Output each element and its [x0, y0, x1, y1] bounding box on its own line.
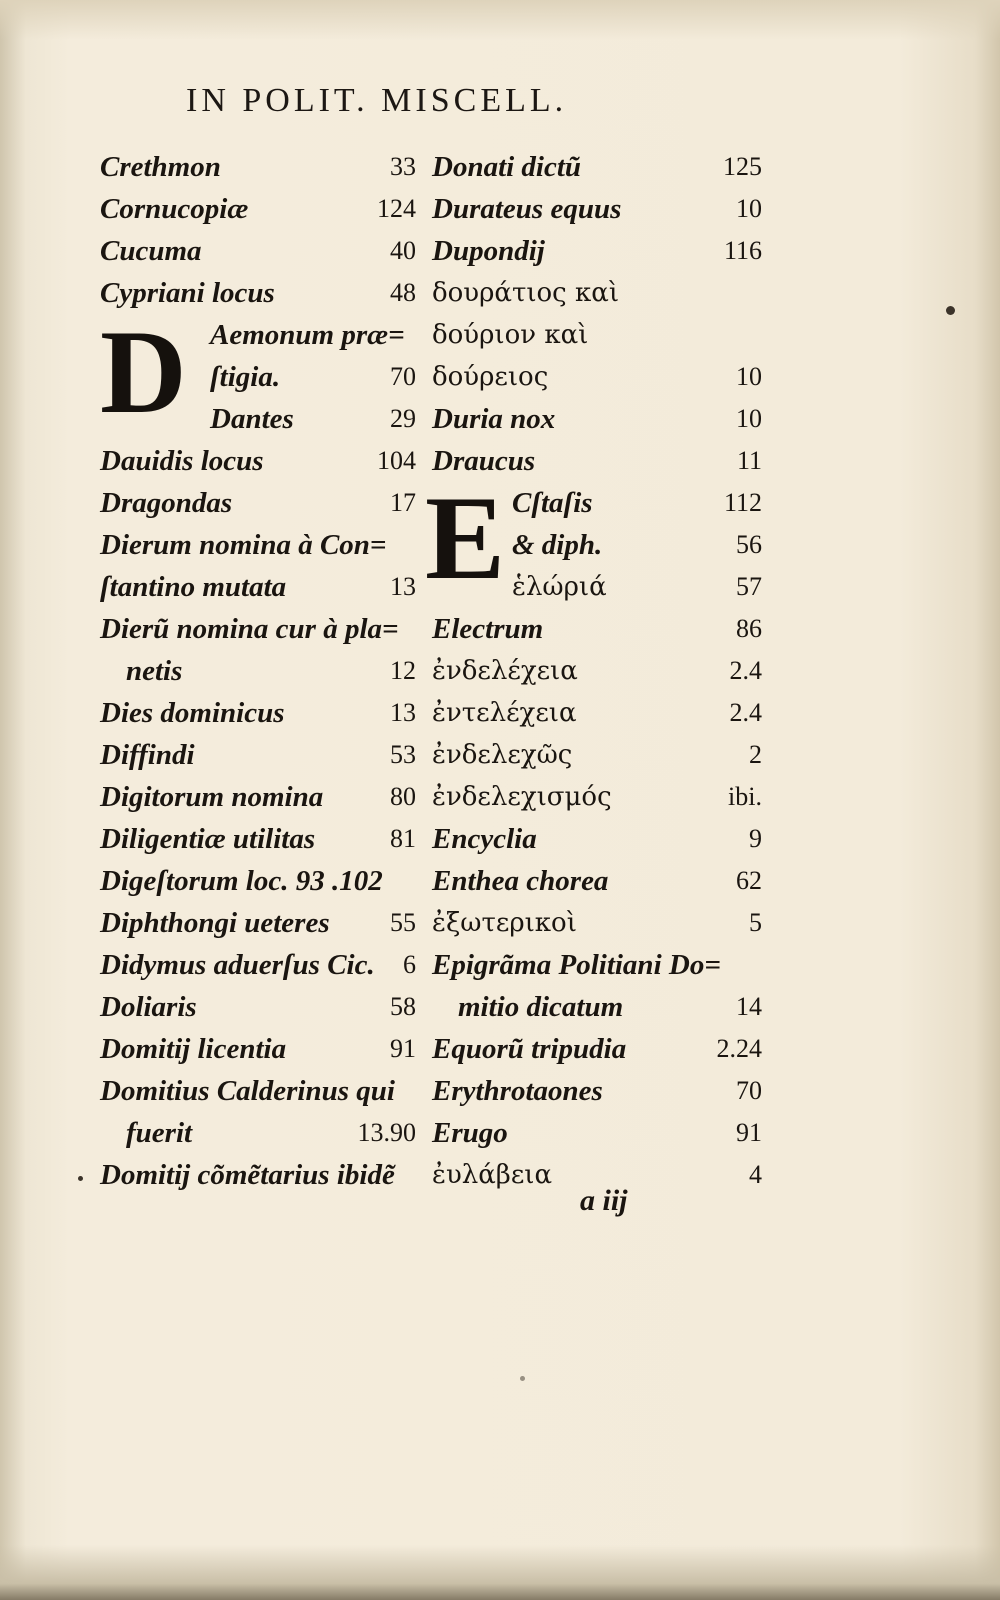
- index-column-left: [100, 146, 416, 1196]
- index-entry: [432, 902, 762, 944]
- entry-term: Digitorum nomina: [100, 781, 324, 813]
- index-entry: [100, 1070, 416, 1112]
- entry-term: Domitij licentia: [100, 1033, 287, 1065]
- entry-page: 104: [377, 446, 416, 475]
- entry-page: 10: [736, 404, 762, 433]
- entry-term: Dies dominicus: [100, 697, 285, 729]
- running-head: IN POLIT. MISCELL.: [186, 82, 568, 119]
- entry-page: 2.4: [729, 656, 762, 685]
- index-entry: [432, 818, 762, 860]
- entry-term: ἐνδελεχῶς: [432, 740, 573, 770]
- entry-term: Enthea chorea: [432, 865, 609, 897]
- entry-page: 57: [736, 572, 762, 601]
- entry-term: ἑλώριά: [512, 572, 607, 602]
- index-entry: [432, 188, 762, 230]
- entry-page: 4: [749, 1160, 762, 1189]
- entry-term: δουράτιος καὶ: [432, 278, 620, 308]
- entry-term: Cornucopiæ: [100, 193, 249, 225]
- index-entry: [100, 776, 416, 818]
- index-entry: [100, 944, 416, 986]
- entry-page: 70: [736, 1076, 762, 1105]
- entry-page: 17: [390, 488, 416, 517]
- index-entry: [100, 734, 416, 776]
- ink-spot: [520, 1376, 525, 1381]
- entry-page: 10: [736, 362, 762, 391]
- entry-page: 11: [736, 446, 762, 475]
- entry-term: Dupondij: [432, 235, 545, 267]
- index-entry: [100, 1112, 416, 1154]
- entry-term: Digeſtorum loc. 93 .102: [100, 865, 383, 897]
- ink-spot: [78, 1176, 83, 1181]
- entry-term: Dragondas: [100, 487, 233, 519]
- signature-mark: a iij: [580, 1184, 628, 1217]
- index-entry: [100, 608, 416, 650]
- index-entry: [432, 272, 762, 314]
- entry-term: ἐυλάβεια: [432, 1160, 553, 1190]
- entry-page: 40: [390, 236, 416, 265]
- index-entry: [432, 986, 762, 1028]
- entry-term: ἐνδελεχισμός: [432, 782, 612, 812]
- entry-term: & diph.: [512, 529, 603, 561]
- entry-page: 13.90: [357, 1118, 416, 1147]
- index-entry: [100, 440, 416, 482]
- entry-page: 6: [403, 950, 416, 979]
- entry-page: 116: [723, 236, 762, 265]
- entry-term: Dauidis locus: [100, 445, 264, 477]
- ink-spot: [946, 306, 955, 315]
- entry-page: 14: [736, 992, 762, 1021]
- entry-term: Erythrotaones: [432, 1075, 603, 1107]
- entry-page: 29: [390, 404, 416, 433]
- index-entry: [432, 146, 762, 188]
- index-entry: [432, 314, 762, 356]
- index-entry: [100, 650, 416, 692]
- index-entry: [432, 356, 762, 398]
- index-entry: [100, 356, 416, 398]
- entry-page: 81: [390, 824, 416, 853]
- index-entry: [100, 986, 416, 1028]
- entry-page: 91: [736, 1118, 762, 1147]
- entry-term: ἐνδελέχεια: [432, 656, 578, 686]
- index-entry: [432, 776, 762, 818]
- entry-term: Didymus aduerſus Cic.: [100, 949, 375, 981]
- entry-term: Cucuma: [100, 235, 202, 267]
- index-entry: [100, 398, 416, 440]
- entry-page: 13: [390, 698, 416, 727]
- entry-term: Cypriani locus: [100, 277, 275, 309]
- page-edge-shadow: [0, 1545, 1000, 1600]
- entry-page: 2.24: [716, 1034, 762, 1063]
- entry-page: 125: [723, 152, 762, 181]
- entry-page: 86: [736, 614, 762, 643]
- entry-term: ἐξωτερικοὶ: [432, 908, 577, 938]
- entry-page: 112: [723, 488, 762, 517]
- index-entry: [432, 1028, 762, 1070]
- index-entry: [432, 398, 762, 440]
- entry-term: Donati dictũ: [432, 151, 582, 183]
- index-entry: [432, 650, 762, 692]
- index-entry: [100, 146, 416, 188]
- entry-term: mitio dicatum: [458, 991, 624, 1023]
- index-entry: [100, 566, 416, 608]
- entry-term: ſtigia.: [210, 361, 281, 393]
- index-entry: [100, 1154, 416, 1196]
- index-entry: [432, 734, 762, 776]
- entry-term: Durateus equus: [432, 193, 622, 225]
- entry-term: Dierũ nomina cur à pla=: [100, 613, 399, 645]
- entry-page: 2: [749, 740, 762, 769]
- entry-page: 91: [390, 1034, 416, 1063]
- entry-term: Draucus: [432, 445, 536, 477]
- entry-page: 33: [390, 152, 416, 181]
- index-entry: [100, 272, 416, 314]
- entry-term: Epigrãma Politiani Do=: [432, 949, 721, 981]
- entry-term: Diffindi: [100, 739, 195, 771]
- index-entry: [100, 818, 416, 860]
- entry-term: fuerit: [126, 1117, 193, 1149]
- entry-page: 80: [390, 782, 416, 811]
- entry-term: Doliaris: [100, 991, 197, 1023]
- entry-page: 124: [377, 194, 416, 223]
- entry-page: 12: [390, 656, 416, 685]
- index-entry: [432, 1070, 762, 1112]
- index-entry: [100, 692, 416, 734]
- index-entry: [432, 482, 762, 524]
- index-entry: [100, 1028, 416, 1070]
- entry-page: 2.4: [729, 698, 762, 727]
- drop-cap-e: E: [425, 471, 506, 604]
- entry-term: Duria nox: [432, 403, 556, 435]
- entry-term: Domitij cõmẽtarius ibidẽ: [100, 1159, 395, 1191]
- entry-term: ſtantino mutata: [100, 571, 287, 603]
- entry-term: Diligentiæ utilitas: [100, 823, 316, 855]
- entry-page: 58: [390, 992, 416, 1021]
- index-entry: [100, 482, 416, 524]
- entry-term: Dierum nomina à Con=: [100, 529, 387, 561]
- index-entry: [432, 524, 762, 566]
- index-entry: [100, 902, 416, 944]
- entry-term: ἐντελέχεια: [432, 698, 577, 728]
- index-entry: [432, 230, 762, 272]
- entry-term: Domitius Calderinus qui: [100, 1075, 395, 1107]
- entry-term: Aemonum præ=: [210, 319, 405, 351]
- index-entry: [100, 188, 416, 230]
- entry-term: netis: [126, 655, 183, 687]
- index-entry: [432, 944, 762, 986]
- entry-term: Dantes: [210, 403, 294, 435]
- entry-term: δούριον καὶ: [432, 320, 589, 350]
- entry-page: 9: [749, 824, 762, 853]
- entry-term: δούρειος: [432, 362, 549, 392]
- entry-page: 10: [736, 194, 762, 223]
- entry-term: Diphthongi ueteres: [100, 907, 330, 939]
- index-entry: [100, 860, 416, 902]
- entry-page: 5: [749, 908, 762, 937]
- index-entry: [432, 608, 762, 650]
- entry-term: Electrum: [432, 613, 544, 645]
- entry-page: 62: [736, 866, 762, 895]
- entry-page: 48: [390, 278, 416, 307]
- entry-page: 56: [736, 530, 762, 559]
- entry-page: 53: [390, 740, 416, 769]
- entry-page: 70: [390, 362, 416, 391]
- index-entry: [100, 230, 416, 272]
- index-entry: [432, 440, 762, 482]
- entry-term: Cſtaſis: [512, 487, 593, 519]
- entry-term: Encyclia: [432, 823, 537, 855]
- index-column-right: [432, 146, 762, 1196]
- drop-cap-d: D: [100, 305, 187, 438]
- entry-page: 13: [390, 572, 416, 601]
- entry-page: 55: [390, 908, 416, 937]
- index-entry: [100, 524, 416, 566]
- entry-term: Equorũ tripudia: [432, 1033, 627, 1065]
- index-entry: [100, 314, 416, 356]
- entry-page: ibi.: [728, 782, 762, 811]
- index-entry: [432, 566, 762, 608]
- index-entry: [432, 1112, 762, 1154]
- index-entry: [432, 692, 762, 734]
- entry-term: Crethmon: [100, 151, 221, 183]
- index-entry: [432, 860, 762, 902]
- entry-term: Erugo: [432, 1117, 508, 1149]
